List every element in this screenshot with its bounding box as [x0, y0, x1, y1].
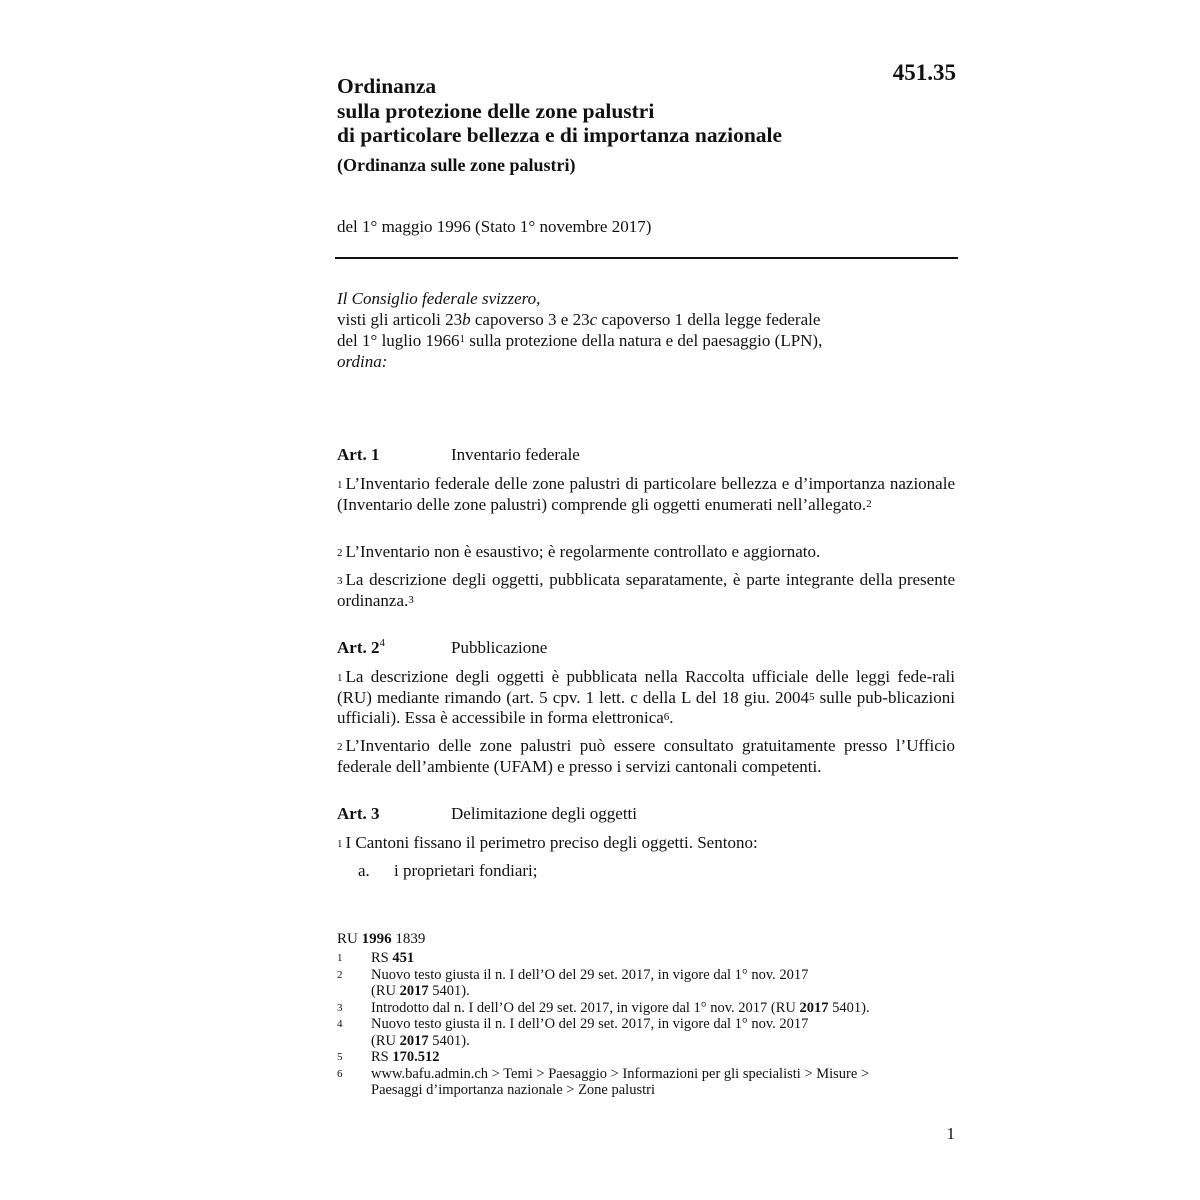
article-number: Art. 1 [337, 445, 380, 464]
article-paragraph [337, 833, 955, 854]
footnote [337, 967, 957, 1000]
text: visti gli articoli 23 [337, 310, 463, 329]
ru-reference [337, 931, 425, 948]
text: 451 [392, 950, 415, 966]
title-line: di particolare bellezza e di importanza nazionale [337, 123, 783, 147]
paragraph-text: . [669, 708, 674, 727]
footnotes [337, 950, 957, 1099]
text: 2017 [399, 983, 429, 999]
list-item-text: i proprietari fondiari; [394, 861, 538, 880]
footnote [337, 1000, 957, 1017]
sr-number: 451.35 [892, 60, 956, 85]
page-number: 1 [946, 1124, 955, 1143]
list-letter: a. [358, 861, 370, 880]
article-paragraph [337, 474, 955, 515]
text: 2017 [799, 999, 829, 1016]
text: sulla protezione della natura e del paesaggio (LPN), [465, 331, 823, 350]
article-paragraph [337, 570, 955, 611]
footnote-link[interactable]: www.bafu.admin.ch > Temi > Paesaggio > Informazioni per gli specialisti > Misure > [371, 1065, 870, 1082]
footnote-number: 2 [337, 968, 343, 981]
paragraph-number: 1 [337, 479, 343, 491]
title-line: sulla protezione delle zone palustri [337, 98, 655, 123]
article-title: Delimitazione degli oggetti [451, 804, 638, 823]
short-title: (Ordinanza sulle zone palustri) [337, 155, 576, 175]
preamble-basis-line [337, 309, 897, 330]
text: Paesaggi d’importanza nazionale > Zone palustri [371, 1082, 655, 1098]
text: RS [371, 1049, 393, 1065]
text: Introdotto dal n. I dell’O del 29 set. 2017, in vigore dal 1° nov. 2017 (RU [371, 999, 800, 1016]
preamble-decree: ordina: [337, 352, 388, 371]
footnote-ref[interactable]: 6 [663, 711, 670, 723]
paragraph-text: L’Inventario federale delle zone palustri di particolare bellezza e d’importanza nazionale (Inventario delle zone palustri) comprende gli oggetti enumerati nell’allegato. [337, 474, 955, 514]
text [371, 983, 957, 1000]
preamble-authority: Il Consiglio federale svizzero, [337, 289, 541, 308]
text: del 1° luglio 1966 [337, 331, 460, 350]
text: 5401). [428, 1032, 470, 1049]
footnote-ref[interactable]: 1 [459, 333, 465, 345]
text: capoverso 3 e 23 [470, 310, 590, 329]
preamble [337, 288, 897, 372]
footnote [337, 1049, 957, 1066]
article-number [337, 638, 385, 658]
paragraph-text: La descrizione degli oggetti è pubblicata nella Raccolta ufficiale delle leggi fede-rali (RU) mediante rimando (art. 5 cpv. 1 lett. c della L del 18 giu. 2004 [337, 667, 955, 707]
article-title: Pubblicazione [451, 638, 548, 657]
text: RS [371, 950, 393, 966]
footnote-number: 3 [337, 1001, 343, 1014]
list-item [358, 861, 538, 881]
date-status: del 1° maggio 1996 (Stato 1° novembre 2017) [337, 217, 652, 236]
text: c [589, 310, 598, 329]
text: 2017 [399, 1032, 429, 1049]
footnote-ref[interactable]: 3 [408, 593, 414, 606]
text: 1996 [361, 931, 392, 947]
footnote-number: 1 [337, 952, 343, 964]
document-title [337, 74, 867, 148]
footnote-number: 6 [337, 1067, 343, 1080]
footnote [337, 1016, 957, 1049]
text [371, 1033, 957, 1050]
text: 5401). [428, 983, 470, 999]
paragraph-text: sulle pub-blicazioni ufficiali). Essa è accessibile in forma elettronica [337, 687, 955, 727]
text: Art. 2 [337, 638, 380, 657]
paragraph-number: 3 [337, 575, 343, 587]
text: Nuovo testo giusta il n. I dell’O del 29 set. 2017, in vigore dal 1° nov. 2017 [371, 1016, 809, 1032]
paragraph-number: 1 [337, 672, 343, 684]
footnote-number: 5 [337, 1051, 343, 1063]
footnote [337, 950, 957, 967]
paragraph-text: L’Inventario non è esaustivo; è regolarmente controllato e aggiornato. [345, 542, 821, 561]
paragraph-number: 1 [337, 838, 343, 850]
text: b [462, 310, 471, 329]
footnote-ref[interactable]: 5 [808, 690, 815, 703]
article-number: Art. 3 [337, 804, 380, 823]
text: 1839 [391, 931, 426, 947]
article-title: Inventario federale [451, 445, 580, 464]
title-divider [335, 257, 958, 259]
text: (RU [371, 1032, 400, 1049]
footnote [337, 1066, 957, 1099]
footnote-ref[interactable]: 4 [379, 637, 385, 649]
paragraph-text: L’Inventario delle zone palustri può essere consultato gratuitamente presso l’Ufficio federale dell’ambiente (UFAM) e presso i servizi cantonali competenti. [337, 736, 955, 776]
paragraph-number: 2 [337, 741, 343, 753]
text: Nuovo testo giusta il n. I dell’O del 29 set. 2017, in vigore dal 1° nov. 2017 [371, 966, 809, 983]
article-paragraph [337, 542, 955, 563]
text: (RU [371, 983, 400, 999]
paragraph-text: I Cantoni fissano il perimetro preciso degli oggetti. Sentono: [345, 833, 758, 852]
article-paragraph [337, 736, 955, 777]
preamble-basis-line [337, 330, 897, 351]
footnote-ref[interactable]: 2 [866, 497, 872, 510]
footnote-number: 4 [337, 1018, 343, 1030]
text: capoverso 1 della legge federale [597, 310, 821, 329]
text: RU [337, 931, 362, 947]
paragraph-text: La descrizione degli oggetti, pubblicata separatamente, è parte integrante della presente ordinanza. [337, 570, 955, 610]
text: 5401). [828, 999, 870, 1016]
article-paragraph [337, 667, 955, 729]
paragraph-number: 2 [337, 547, 343, 559]
text: 170.512 [392, 1049, 440, 1065]
title-line: Ordinanza [337, 74, 437, 98]
